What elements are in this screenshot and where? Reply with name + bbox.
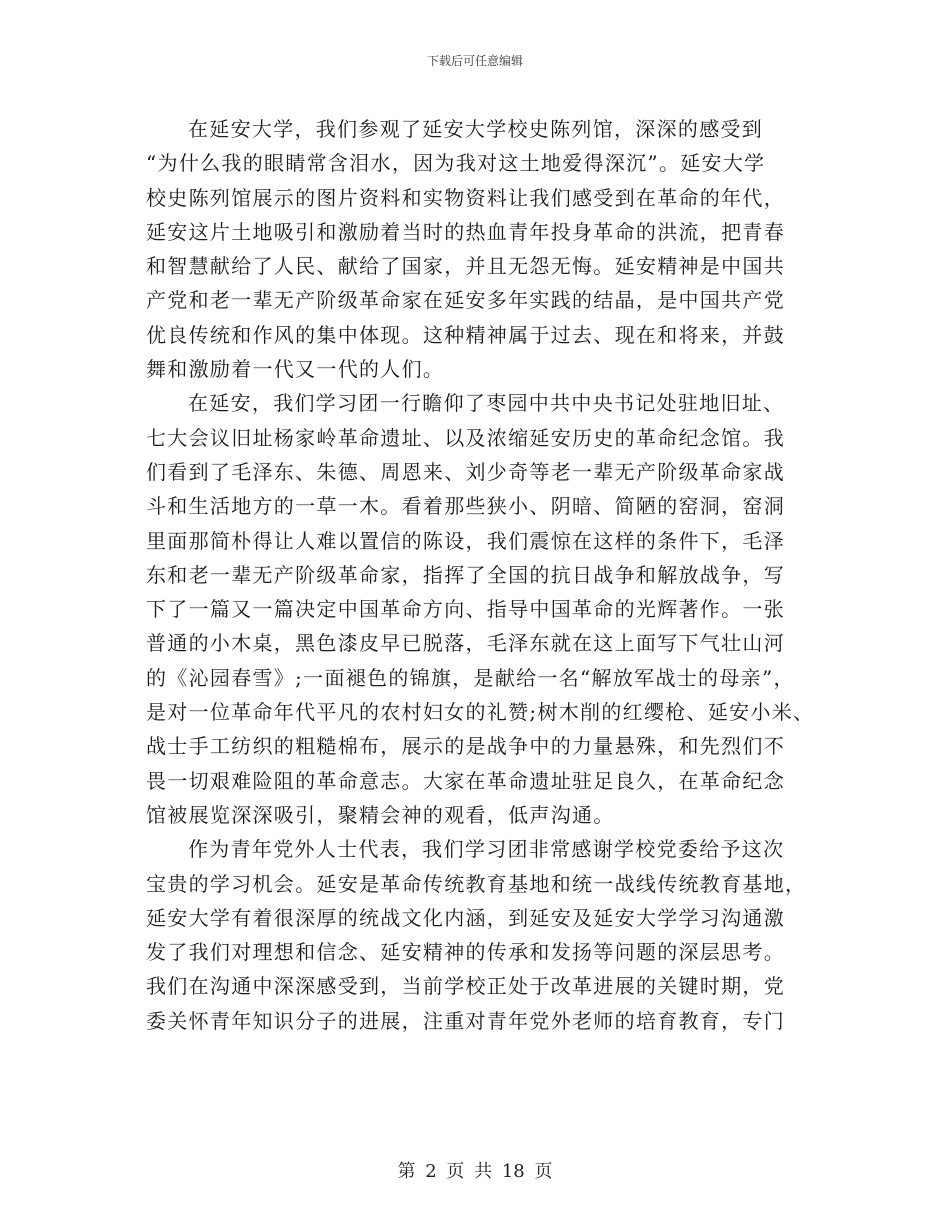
paragraph-line: 宝贵的学习机会。延安是革命传统教育基地和统一战线传统教育基地，: [146, 871, 807, 896]
page-number: 第 2 页 共 18 页: [397, 1161, 553, 1182]
paragraph-line: 在延安，我们学习团一行瞻仰了枣园中共中央书记处驻地旧址、: [188, 391, 785, 416]
paragraph-line: 我们在沟通中深深感受到，当前学校正处于改革进展的关键时期，党: [146, 974, 785, 999]
paragraph-line: 畏一切艰难险阻的革命意志。大家在革命遗址驻足良久，在革命纪念: [146, 768, 785, 793]
paragraph-line: 们看到了毛泽东、朱德、周恩来、刘少奇等老一辈无产阶级革命家战: [146, 459, 785, 484]
paragraph-line: 和智慧献给了人民、献给了国家，并且无怨无悔。延安精神是中国共: [146, 254, 785, 279]
paragraph-line: 战士手工纺织的粗糙棉布，展示的是战争中的力量悬殊，和先烈们不: [146, 734, 785, 759]
paragraph-line: 延安这片土地吸引和激励着当时的热血青年投身革命的洪流，把青春: [146, 219, 785, 244]
paragraph-line: 优良传统和作风的集中体现。这种精神属于过去、现在和将来，并鼓: [146, 322, 785, 347]
paragraph-line: 斗和生活地方的一草一木。看着那些狭小、阴暗、简陋的窑洞，窑洞: [146, 494, 785, 519]
paragraph-line: 的《沁园春雪》;一面褪色的锦旗，是献给一名“解放军战士的母亲”，: [146, 665, 795, 690]
paragraph-line: “为什么我的眼睛常含泪水，因为我对这土地爱得深沉”。延安大学: [146, 151, 766, 176]
paragraph-line: 委关怀青年知识分子的进展，注重对青年党外老师的培育教育，专门: [146, 1008, 785, 1033]
paragraph-line: 校史陈列馆展示的图片资料和实物资料让我们感受到在革命的年代，: [146, 185, 785, 210]
paragraph-line: 东和老一辈无产阶级革命家，指挥了全国的抗日战争和解放战争，写: [146, 562, 785, 587]
paragraph-line: 作为青年党外人士代表，我们学习团非常感谢学校党委给予这次: [188, 837, 785, 862]
paragraph-line: 延安大学有着很深厚的统战文化内涵，到延安及延安大学学习沟通激: [146, 905, 785, 930]
paragraph-line: 发了我们对理想和信念、延安精神的传承和发扬等问题的深层思考。: [146, 940, 785, 965]
paragraph-line: 七大会议旧址杨家岭革命遗址、以及浓缩延安历史的革命纪念馆。我: [146, 425, 785, 450]
header-note: 下载后可任意编辑: [426, 54, 523, 68]
paragraph-line: 舞和激励着一代又一代的人们。: [146, 357, 445, 382]
paragraph-line: 里面那简朴得让人难以置信的陈设，我们震惊在这样的条件下，毛泽: [146, 528, 785, 553]
paragraph-line: 产党和老一辈无产阶级革命家在延安多年实践的结晶，是中国共产党: [146, 288, 785, 313]
document-body: [146, 112, 826, 1038]
paragraph-line: 是对一位革命年代平凡的农村妇女的礼赞;树木削的红缨枪、延安小米、: [146, 700, 815, 725]
paragraph-line: 在延安大学，我们参观了延安大学校史陈列馆，深深的感受到: [188, 117, 764, 141]
paragraph-line: 馆被展览深深吸引，聚精会神的观看，低声沟通。: [146, 802, 615, 827]
paragraph-line: 普通的小木桌，黑色漆皮早已脱落，毛泽东就在这上面写下气壮山河: [146, 631, 785, 656]
paragraph-line: 下了一篇又一篇决定中国革命方向、指导中国革命的光辉著作。一张: [146, 597, 785, 622]
